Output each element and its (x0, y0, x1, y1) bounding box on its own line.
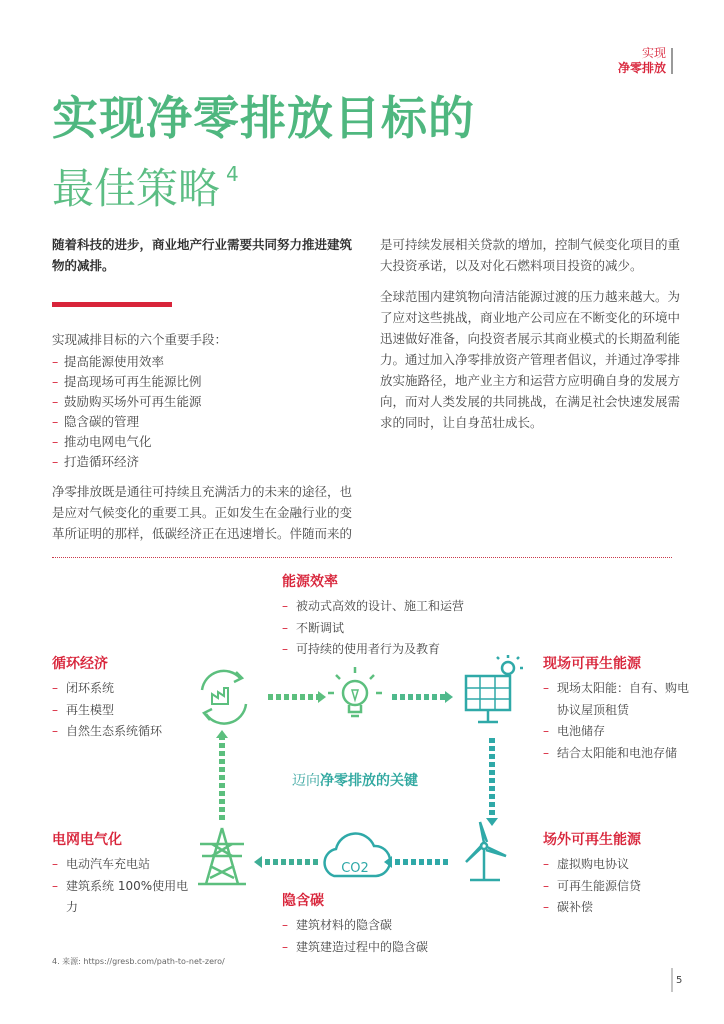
diagram-center-label (220, 770, 490, 790)
block-title: 场外可再生能源 (543, 832, 641, 848)
offsite-renewables-block (543, 830, 693, 919)
block-list (543, 678, 693, 764)
co2-cloud-icon (325, 834, 390, 876)
section-tag-line2: 净零排放 (617, 61, 666, 75)
recycle-factory-icon (202, 671, 246, 724)
block-title: 隐含碳 (282, 893, 324, 909)
block-title: 能源效率 (282, 574, 338, 590)
means-heading: 实现减排目标的六个重要手段： (52, 332, 228, 347)
block-list (543, 854, 693, 919)
block-item: – 虚拟购电协议 (543, 854, 693, 876)
center-label-emphasis: 净零排放的关键 (320, 773, 418, 789)
body-paragraph: 全球范围内建筑物向清洁能源过渡的压力越来越大。为了应对这些挑战，商业地产公司应在不断变化的环境中迅速做好准备，向投资者展示其商业模式的长期盈利能力。通过加入净零排放资产管理者倡议，并通过净零排放实施路径，地产业主方和运营方应明确自身的发展方向，而对人类发展的共同挑战，在满足社会快速发展需求的同时，让自身茁壮成长。 (380, 289, 681, 430)
block-item: – 电动汽车充电站 (52, 854, 192, 876)
block-title: 电网电气化 (52, 832, 122, 848)
energy-efficiency-block (282, 572, 512, 661)
body-paragraph: 是可持续发展相关贷款的增加，控制气候变化项目的重大投资承诺，以及对化石燃料项目投资的减少。 (380, 237, 681, 273)
center-label-prefix: 迈向 (292, 773, 320, 789)
means-item: – 隐含碳的管理 (52, 412, 362, 432)
block-item: – 建筑材料的隐含碳 (282, 915, 512, 937)
block-item: – 可持续的使用者行为及教育 (282, 639, 512, 661)
block-list (282, 596, 512, 661)
block-list (52, 678, 202, 743)
block-item: – 结合太阳能和电池存储 (543, 743, 693, 765)
intro-text: 随着科技的进步，商业地产行业需要共同努力推进建筑物的减排。 (52, 237, 353, 273)
block-title: 现场可再生能源 (543, 656, 641, 672)
block-item: – 不断调试 (282, 618, 512, 640)
means-item: – 提高能源使用效率 (52, 352, 362, 372)
means-item: – 鼓励购买场外可再生能源 (52, 392, 362, 412)
block-item: – 再生模型 (52, 700, 202, 722)
block-item: – 电池储存 (543, 721, 693, 743)
block-item: – 现场太阳能：自有、购电协议屋顶租赁 (543, 678, 693, 721)
solar-panel-icon (466, 655, 523, 722)
co2-label: CO2 (341, 861, 369, 876)
grid-electrification-block (52, 830, 192, 919)
means-item: – 打造循环经济 (52, 452, 362, 472)
block-list (52, 854, 192, 919)
body-paragraph-left: 净零排放既是通往可持续且充满活力的未来的途径，也是应对气候变化的重要工具。正如发生在金融行业的变革所证明的那样，低碳经济正在迅速增长。伴随而来的 (52, 484, 353, 541)
block-title: 循环经济 (52, 656, 108, 672)
block-item: – 闭环系统 (52, 678, 202, 700)
embodied-carbon-block (282, 891, 512, 958)
subtitle-text: 最佳策略 (52, 164, 221, 213)
section-tag-line1: 实现 (641, 46, 666, 60)
onsite-renewables-block (543, 654, 693, 764)
block-item: – 可再生能源信贷 (543, 876, 693, 898)
block-item: – 建筑系统 100%使用电力 (52, 876, 192, 919)
page-number: 5 (676, 975, 683, 986)
page-number-divider (671, 968, 673, 992)
wind-turbine-icon (466, 822, 506, 880)
footnote: 4. 来源: https://gresb.com/path-to-net-zero/ (52, 957, 225, 966)
circular-economy-block (52, 654, 202, 743)
block-item: – 建筑建造过程中的隐含碳 (282, 937, 512, 959)
block-list (282, 915, 512, 958)
block-item: – 碳补偿 (543, 897, 693, 919)
page-title: 实现净零排放目标的 (52, 91, 475, 145)
footnote-ref: 4 (226, 162, 239, 186)
block-item: – 自然生态系统循环 (52, 721, 202, 743)
power-tower-icon (198, 828, 246, 884)
means-item: – 推动电网电气化 (52, 432, 362, 452)
block-item: – 被动式高效的设计、施工和运营 (282, 596, 512, 618)
lightbulb-icon (328, 667, 382, 716)
means-item: – 提高现场可再生能源比例 (52, 372, 362, 392)
